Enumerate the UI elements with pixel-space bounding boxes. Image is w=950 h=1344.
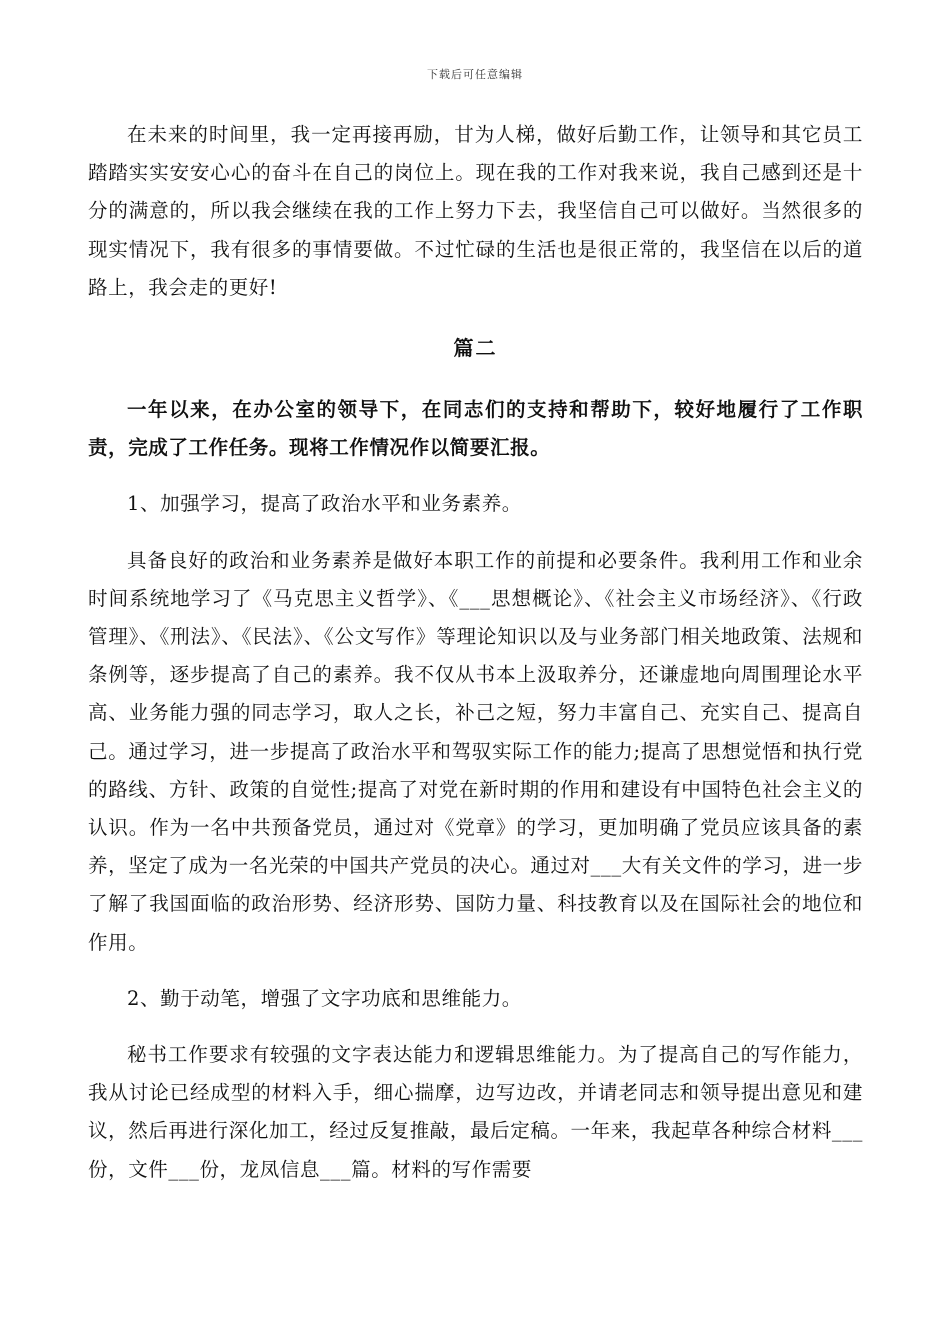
spacer xyxy=(88,307,863,329)
spacer xyxy=(88,367,863,391)
spacer xyxy=(88,524,863,542)
subheading-writing: 2、勤于动笔，增强了文字功底和思维能力。 xyxy=(127,986,522,1010)
section-heading: 篇二 xyxy=(453,336,498,361)
spacer xyxy=(88,1018,863,1036)
document-body xyxy=(88,116,863,1189)
spacer xyxy=(88,467,863,485)
paragraph-writing: 秘书工作要求有较强的文字表达能力和逻辑思维能力。为了提高自己的写作能力，我从讨论已经成型的材料入手，细心揣摩，边写边改，并请老同志和领导提出意见和建议，然后再进行深化加工，经过反复推敲，最后定稿。一年来，我起草各种综合材料___份，文件___份，龙凤信息___篇。材料的写作需要 xyxy=(88,1043,863,1181)
paragraph-study: 具备良好的政治和业务素养是做好本职工作的前提和必要条件。我利用工作和业余时间系统地学习了《马克思主义哲学》、《___思想概论》、《社会主义市场经济》、《行政管理》、《刑法》、《民法》、《公文写作》等理论知识以及与业务部门相关地政策、法规和条例等，逐步提高了自己的素养。我不仅从书本上汲取养分，还谦虚地向周围理论水平高、业务能力强的同志学习，取人之长，补己之短，努力丰富自己、充实自己、提高自己。通过学习，进一步提高了政治水平和驾驭实际工作的能力;提高了思想觉悟和执行党的路线、方针、政策的自觉性;提高了对党在新时期的作用和建设有中国特色社会主义的认识。作为一名中共预备党员，通过对《党章》的学习，更加明确了党员应该具备的素养，坚定了成为一名光荣的中国共产党员的决心。通过对___大有关文件的学习，进一步了解了我国面临的政治形势、经济形势、国防力量、科技教育以及在国际社会的地位和作用。 xyxy=(88,548,863,954)
paragraph-closing: 在未来的时间里，我一定再接再励，甘为人梯，做好后勤工作，让领导和其它员工踏踏实实安安心心的奋斗在自己的岗位上。现在我的工作对我来说，我自己感到还是十分的满意的，所以我会继续在我的工作上努力下去，我坚信自己可以做好。当然很多的现实情况下，我有很多的事情要做。不过忙碌的生活也是很正常的，我坚信在以后的道路上，我会走的更好! xyxy=(88,123,863,299)
subheading-study: 1、加强学习，提高了政治水平和业务素养。 xyxy=(127,492,522,516)
paragraph-intro: 一年以来，在办公室的领导下，在同志们的支持和帮助下，较好地履行了工作职责，完成了工作任务。现将工作情况作以简要汇报。 xyxy=(88,398,863,460)
spacer xyxy=(88,962,863,980)
page-header: 下载后可任意编辑 xyxy=(427,68,523,81)
